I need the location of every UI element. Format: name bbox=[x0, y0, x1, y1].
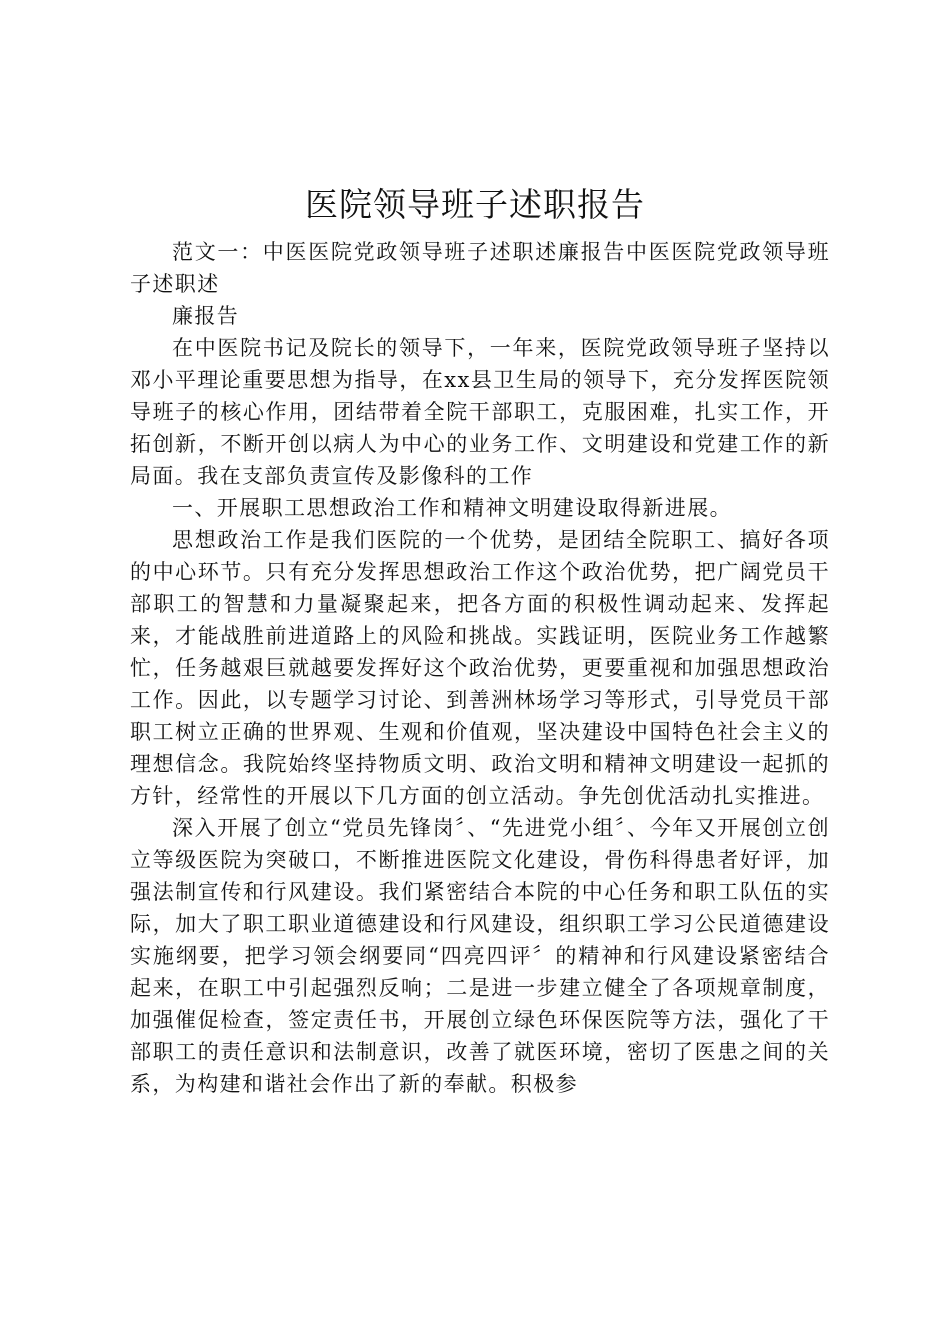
paragraph: 一、开展职工思想政治工作和精神文明建设取得新进展。 bbox=[172, 496, 732, 520]
document-title: 医院领导班子述职报告 bbox=[305, 185, 645, 224]
paragraph: 在中医院书记及院长的领导下，一年来，医院党政领导班子坚持以邓小平理论重要思想为指导，在xx县卫生局的领导下，充分发挥医院领导班子的核心作用，团结带着全院干部职工，克服困难，扎实工作，开拓创新，不断开创以病人为中心的业务工作、文明建设和党建工作的新局面。我在支部负责宣传及影像科的工作 bbox=[130, 336, 830, 488]
paragraph: 思想政治工作是我们医院的一个优势，是团结全院职工、搞好各项的中心环节。只有充分发挥思想政治工作这个政治优势，把广阔党员干部职工的智慧和力量凝聚起来，把各方面的积极性调动起来、发挥起来，才能战胜前进道路上的风险和挑战。实践证明，医院业务工作越繁忙，任务越艰巨就越要发挥好这个政治优势，更要重视和加强思想政治工作。因此，以专题学习讨论、到善洲林场学习等形式，引导党员干部职工树立正确的世界观、生观和价值观，坚决建设中国特色社会主义的理想信念。我院始终坚持物质文明、政治文明和精神文明建设一起抓的方针，经常性的开展以下几方面的创立活动。争先创优活动扎实推进。 bbox=[130, 528, 830, 808]
paragraph: 范文一：中医医院党政领导班子述职述廉报告中医医院党政领导班子述职述 bbox=[130, 240, 830, 296]
paragraph: 深入开展了创立“党员先锋岗〞、“先进党小组〞、今年又开展创立创立等级医院为突破口，不断推进医院文化建设，骨伤科得患者好评，加强法制宣传和行风建设。我们紧密结合本院的中心任务和职工队伍的实际，加大了职工职业道德建设和行风建设，组织职工学习公民道德建设实施纲要，把学习领会纲要同“四亮四评〞的精神和行风建设紧密结合起来，在职工中引起强烈反响；二是进一步建立健全了各项规章制度，加强催促检查，签定责任书，开展创立绿色环保医院等方法，强化了干部职工的责任意识和法制意识，改善了就医环境，密切了医患之间的关系，为构建和谐社会作出了新的奉献。积极参 bbox=[130, 816, 830, 1096]
document-body bbox=[130, 236, 830, 1100]
paragraph: 廉报告 bbox=[172, 304, 240, 328]
